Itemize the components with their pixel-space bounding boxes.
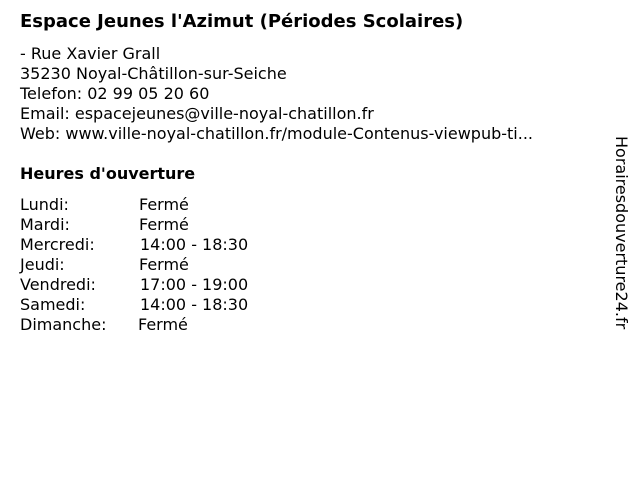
hours-time: Fermé [139, 195, 189, 214]
city-line: 35230 Noyal-Châtillon-sur-Seiche [20, 64, 287, 83]
hours-day: Samedi: [20, 295, 86, 314]
hours-time: 17:00 - 19:00 [140, 275, 249, 294]
address-block [20, 44, 533, 144]
hours-heading: Heures d'ouverture [20, 164, 196, 183]
hours-time: 14:00 - 18:30 [140, 295, 249, 314]
site-watermark: Horairesdouverture24.fr [612, 136, 631, 330]
email-line[interactable]: Email: espacejeunes@ville-noyal-chatillon.fr [20, 104, 374, 123]
street-line: - Rue Xavier Grall [20, 44, 161, 63]
hours-day: Mardi: [20, 215, 70, 234]
hours-time: 14:00 - 18:30 [140, 235, 249, 254]
hours-time: Fermé [138, 315, 188, 334]
hours-day: Jeudi: [20, 255, 65, 274]
hours-day: Lundi: [20, 195, 69, 214]
web-line[interactable]: Web: www.ville-noyal-chatillon.fr/module-Contenus-viewpub-ti... [20, 124, 534, 143]
hours-day: Vendredi: [20, 275, 96, 294]
hours-time: Fermé [139, 215, 189, 234]
hours-time: Fermé [139, 255, 189, 274]
hours-day: Dimanche: [20, 315, 107, 334]
hours-day: Mercredi: [20, 235, 95, 254]
page-title: Espace Jeunes l'Azimut (Périodes Scolaires) [20, 11, 464, 32]
phone-line[interactable]: Telefon: 02 99 05 20 60 [20, 84, 210, 103]
